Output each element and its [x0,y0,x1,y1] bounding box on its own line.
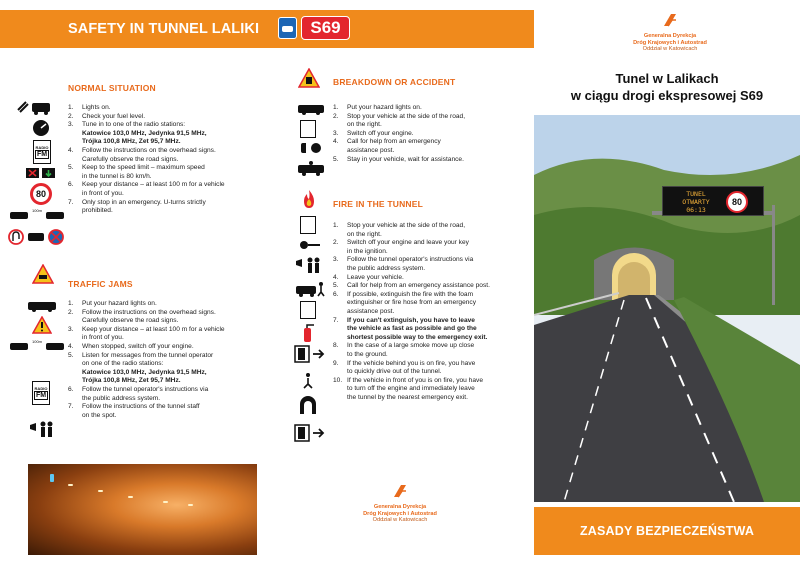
list-item-number [68,130,82,139]
list-item-number: 1. [333,104,339,111]
sos-phone-icon [300,120,316,138]
list-item [333,394,529,403]
fuel-gauge-icon [32,119,50,137]
traffic-jams-list [68,300,264,420]
lane-signals-icon [25,167,57,179]
list-item-number [68,377,82,386]
list-item-number [333,248,347,257]
ignition-key-icon [298,238,322,252]
lights-car-icon [16,98,52,116]
header-title: SAFETY IN TUNNEL LALIKI [68,21,260,37]
normal-situation-title: NORMAL SITUATION [68,83,156,93]
list-item-number [333,334,347,343]
list-item-text: Put your hazard lights on. [347,104,422,111]
list-item-text: Listen for messages from the tunnel operator [82,351,214,359]
list-item-number: 3. [68,121,74,129]
list-item [68,173,264,182]
list-item [68,156,264,165]
fire-icon [300,189,318,209]
list-item [68,164,264,173]
list-item-text: on the right. [347,230,382,238]
road-number-badge: S69 [301,16,350,40]
tunnel-exit-icon [298,395,318,415]
list-item-text: to the ground. [347,350,388,358]
list-item-text: assistance post. [347,146,395,154]
roadside-stop-icon [300,216,316,234]
list-item-number [68,190,82,199]
list-item [333,113,529,122]
list-item-number [333,308,347,317]
list-item [333,385,529,394]
list-item-text: in front of you. [82,189,124,197]
list-item-text: the public address system. [82,394,161,402]
list-item-text: extinguisher or fire hose from an emergency [347,299,477,307]
list-item [333,248,529,257]
no-uturn-no-stop-icon [8,229,66,245]
list-item-text: to turn off the engine and immediately leave [347,385,475,393]
list-item [333,282,529,291]
list-item [68,113,264,122]
list-item [333,121,529,130]
radio-fm-icon: RADIO FM [33,140,51,164]
list-item [68,199,264,208]
list-item-number [68,360,82,369]
list-item-number [68,334,82,343]
distance-icon [8,206,66,222]
list-item [68,334,264,343]
cover-title: Tunel w Lalikach w ciągu drogi ekspresowej S69 [570,71,764,103]
list-item [68,360,264,369]
list-item-text: assistance post. [347,307,395,315]
emergency-exit-icon [294,345,326,363]
list-item [68,309,264,318]
list-item-text: in front of you. [82,334,124,342]
list-item-number: 4. [333,273,339,281]
list-item-number: 5. [68,351,74,359]
list-item-text: on the spot. [82,411,117,419]
list-item [68,326,264,335]
distance-icon-2 [8,337,66,353]
list-item-number: 1. [68,104,74,111]
list-item-number: 4. [333,138,339,146]
list-item [68,369,264,378]
list-item-text: Tune in to one of the radio stations: [82,121,186,129]
warning-sign-icon [32,316,52,334]
traffic-jam-sign-icon [32,264,54,284]
svg-text:100m: 100m [32,208,43,213]
list-item-number: 2. [68,112,74,120]
list-item-number: 7. [68,403,74,411]
list-item-number: 5. [68,164,74,172]
list-item-number: 10. [333,376,343,384]
list-item-number: 6. [68,181,74,189]
breakdown-list [333,104,529,164]
list-item [333,138,529,147]
list-item-number: 7. [68,198,74,206]
list-item-number: 2. [333,112,339,120]
gddkia-mark-icon-top [662,12,678,28]
list-item-text: Follow the tunnel operator's instructions via [347,256,474,264]
gddkia-logo-bottom: Generalna Dyrekcja Dróg Krajowych i Autostrad Oddział w Katowicach [330,483,470,524]
list-item [333,299,529,308]
list-item-number: 4. [68,146,74,154]
list-item [333,360,529,369]
list-item [333,274,529,283]
list-item-text: Carefully observe the road signs. [82,155,179,163]
list-item-number [333,231,347,240]
list-item [68,343,264,352]
list-item [68,147,264,156]
radio-fm-icon-2: RADIO FM [32,381,50,405]
list-item-text: Trójka 100,8 MHz, Zet 95,7 MHz. [82,377,181,385]
list-item-number: 5. [333,282,339,290]
safety-rules-banner: ZASADY BEZPIECZEŃSTWA [534,507,800,555]
leave-vehicle-icon [294,281,326,297]
list-item-text: to quickly drive out of the tunnel. [347,368,442,376]
list-item-text: Stay in your vehicle, wait for assistance. [347,155,464,163]
list-item-text: Follow the instructions on the overhead signs. [82,308,216,316]
list-item-text: Stop your vehicle at the side of the road, [347,112,466,120]
svg-text:100m: 100m [32,339,43,344]
list-item-text: Follow the instructions on the overhead signs. [82,146,216,154]
list-item [68,104,264,113]
list-item-number [333,265,347,274]
gddkia-mark-icon [392,483,408,499]
list-item-text: Check your fuel level. [82,112,146,120]
hazard-car-icon [26,298,60,312]
tunnel-interior-photo [28,464,257,555]
list-item-text: Keep your distance – at least 100 m for a vehicle [82,325,225,333]
list-item-number: 2. [333,239,339,247]
list-item [68,130,264,139]
list-item [68,121,264,130]
list-item-number [68,395,82,404]
list-item [333,334,529,343]
list-item-number [68,207,82,216]
list-item [68,395,264,404]
list-item-text: If the vehicle in front of you is on fire, you have [347,376,483,384]
expressway-icon [278,17,297,39]
list-item-text: on one of the radio stations: [82,360,164,368]
list-item [333,291,529,300]
list-item-number [333,385,347,394]
list-item-text: Follow the instructions of the tunnel staff [82,403,200,411]
list-item [68,317,264,326]
list-item [68,138,264,147]
list-item-text: Stop your vehicle at the side of the road, [347,222,466,229]
list-item-number [68,156,82,165]
list-item-text: the public address system. [347,264,426,272]
list-item-text: Keep your distance – at least 100 m for a vehicle [82,181,225,189]
traffic-jams-title: TRAFFIC JAMS [68,279,133,289]
list-item-number: 1. [333,222,339,229]
list-item [68,386,264,395]
breakdown-sign-icon [298,68,320,88]
list-item-text: Katowice 103,0 MHz, Jedynka 91,5 MHz, [82,129,207,137]
list-item-text: Katowice 103,0 MHz, Jedynka 91,5 MHz, [82,368,207,376]
normal-situation-list [68,104,264,216]
list-item-number: 5. [333,155,339,163]
list-item-number [333,394,347,403]
list-item [68,190,264,199]
list-item-text: in the tunnel is 80 km/h. [82,172,152,180]
list-item [333,231,529,240]
list-item-number: 7. [333,316,339,324]
list-item-number: 3. [333,129,339,137]
list-item [333,222,529,231]
list-item [333,308,529,317]
list-item-number [333,147,347,156]
list-item [333,256,529,265]
tunnel-road-photo [534,115,800,502]
list-item [68,181,264,190]
list-item [333,265,529,274]
list-item-text: When stopped, switch off your engine. [82,342,194,350]
list-item-text: Leave your vehicle. [347,273,404,281]
list-item [333,239,529,248]
list-item-number [333,351,347,360]
list-item [333,130,529,139]
fire-list [333,222,529,402]
list-item [68,412,264,421]
list-item-number: 1. [68,300,74,307]
list-item [333,325,529,334]
list-item-text: Follow the tunnel operator's instructions via [82,385,209,393]
list-item [68,352,264,361]
phone-call-icon [298,141,322,155]
list-item-text: Switch off your engine. [347,129,414,137]
list-item-text: If the vehicle behind you is on fire, you have [347,359,476,367]
list-item [333,377,529,386]
list-item-number: 2. [68,308,74,316]
list-item-number [68,173,82,182]
list-item-text: the tunnel by the nearest emergency exit. [347,393,468,401]
list-item-number: 6. [68,385,74,393]
fire-title: FIRE IN THE TUNNEL [333,199,424,209]
list-item-text: Call for help from an emergency assistance post. [347,282,490,290]
list-item [333,368,529,377]
list-item-text: Only stop in an emergency. U-turns strictly [82,198,206,206]
crawl-low-icon [301,372,315,390]
list-item [68,207,264,216]
variable-message-sign: TUNEL OTWARTY 06:13 80 [662,186,764,216]
list-item [333,317,529,326]
list-item-number [333,121,347,130]
list-item-text: Lights on. [82,104,111,111]
emergency-exit-icon-2 [294,424,326,442]
list-item-text: Carefully observe the road signs. [82,317,179,325]
speed-limit-icon: 80 [30,183,52,205]
breakdown-title: BREAKDOWN OR ACCIDENT [333,77,456,87]
vms-speed-limit: 80 [726,191,748,213]
list-item-text: the vehicle as fast as possible and go the [347,325,477,333]
list-item-text: Put your hazard lights on. [82,300,157,307]
list-item-number [333,299,347,308]
list-item-number [68,138,82,147]
list-item-text: prohibited. [82,207,113,215]
list-item-number: 8. [333,342,339,350]
list-item [333,342,529,351]
list-item [333,147,529,156]
list-item [68,300,264,309]
list-item-text: Switch off your engine and leave your key [347,239,469,247]
list-item-number: 3. [333,256,339,264]
fire-extinguisher-icon [300,323,318,343]
list-item [333,104,529,113]
list-item-text: If you can't extinguish, you have to leave [347,316,475,324]
list-item-text: shortest possible way to the emergency exit. [347,333,488,341]
emergency-post-icon [300,301,316,319]
list-item-number: 9. [333,359,339,367]
wait-in-car-icon [296,160,328,176]
list-item-text: on the right. [347,121,382,129]
list-item-number: 3. [68,325,74,333]
list-item [68,403,264,412]
list-item-number [333,368,347,377]
operator-announcement-icon [294,256,322,274]
list-item [333,351,529,360]
list-item-text: in the ignition. [347,247,388,255]
list-item [333,156,529,165]
list-item-number [68,369,82,378]
list-item-text: Trójka 100,8 MHz, Zet 95,7 MHz. [82,138,181,146]
list-item-number [333,325,347,334]
list-item-number: 6. [333,290,339,298]
list-item [68,377,264,386]
list-item-number [68,412,82,421]
list-item-number [68,317,82,326]
list-item-number: 4. [68,342,74,350]
list-item-text: Keep to the speed limit – maximum speed [82,164,205,172]
list-item-text: Call for help from an emergency [347,138,441,146]
tunnel-operator-icon [28,420,54,438]
list-item-text: If possible, extinguish the fire with the foam [347,290,474,298]
list-item-text: In the case of a large smoke move up close [347,342,475,350]
gddkia-logo-top: Generalna Dyrekcja Dróg Krajowych i Autostrad Oddział w Katowicach [600,12,740,53]
hazard-car-icon-2 [296,101,328,115]
